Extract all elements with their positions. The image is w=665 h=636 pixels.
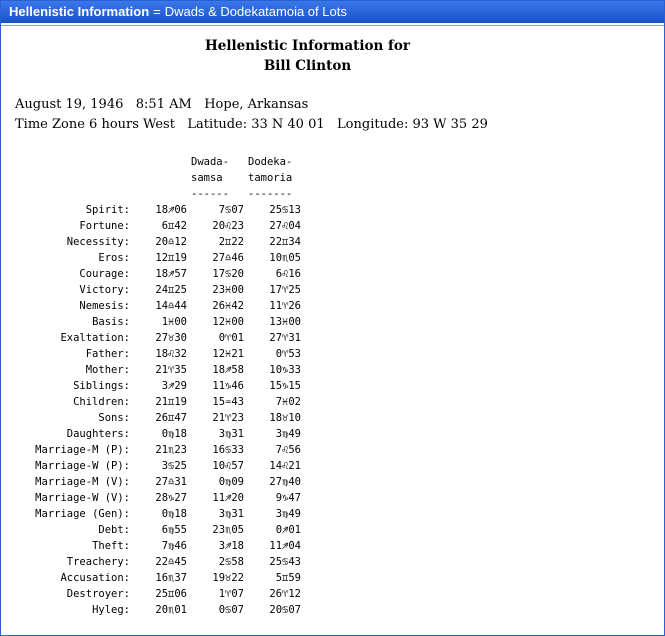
longitude: Longitude: 93 W 35 29 bbox=[337, 117, 488, 132]
lot-name: Hyleg: bbox=[92, 604, 130, 616]
lot-name: Theft: bbox=[92, 540, 130, 552]
lot-position: 6♊42 bbox=[161, 220, 187, 232]
column-header-dodeka: Dodeka- bbox=[248, 156, 293, 168]
dwadasamsa-value: 1♈07 bbox=[218, 588, 244, 600]
title-bar[interactable] bbox=[1, 1, 664, 23]
dodekatamoria-value: 10♏05 bbox=[269, 252, 301, 264]
dwadasamsa-value: 3♐18 bbox=[218, 540, 244, 552]
dodekatamoria-value: 27♌04 bbox=[269, 220, 301, 232]
dodekatamoria-value: 9♑47 bbox=[275, 492, 301, 504]
dodekatamoria-value: 14♌21 bbox=[269, 460, 301, 472]
dodekatamoria-value: 3♍49 bbox=[275, 508, 301, 520]
table-row bbox=[1, 602, 301, 618]
birth-date: August 19, 1946 bbox=[15, 97, 124, 112]
lot-position: 18♐57 bbox=[155, 268, 187, 280]
lot-name: Marriage-M (V): bbox=[35, 476, 130, 488]
dodekatamoria-value: 0♈53 bbox=[275, 348, 301, 360]
dwadasamsa-value: 20♌23 bbox=[212, 220, 244, 232]
table-row bbox=[1, 266, 301, 282]
lot-position: 0♍18 bbox=[161, 508, 187, 520]
table-row bbox=[1, 378, 301, 394]
lot-position: 22♎45 bbox=[155, 556, 187, 568]
lot-position: 21♊19 bbox=[155, 396, 187, 408]
lot-position: 0♍18 bbox=[161, 428, 187, 440]
dwadasamsa-value: 11♑46 bbox=[212, 380, 244, 392]
lot-position: 25♊06 bbox=[155, 588, 187, 600]
dodekatamoria-value: 18♉10 bbox=[269, 412, 301, 424]
table-row bbox=[1, 426, 301, 442]
lot-position: 3♋25 bbox=[161, 460, 187, 472]
table-row bbox=[1, 202, 301, 218]
table-row bbox=[1, 218, 301, 234]
column-header-dwad: Dwada- bbox=[191, 156, 229, 168]
lot-position: 27♉30 bbox=[155, 332, 187, 344]
lot-name: Children: bbox=[73, 396, 130, 408]
dodekatamoria-value: 6♌16 bbox=[275, 268, 301, 280]
lot-position: 24♊25 bbox=[155, 284, 187, 296]
table-row bbox=[1, 282, 301, 298]
lot-name: Father: bbox=[85, 348, 130, 360]
lot-name: Sons: bbox=[98, 412, 130, 424]
dodekatamoria-value: 27♈31 bbox=[269, 332, 301, 344]
lot-name: Marriage-W (V): bbox=[35, 492, 130, 504]
lot-name: Treachery: bbox=[66, 556, 130, 568]
dwadasamsa-value: 11♐20 bbox=[212, 492, 244, 504]
table-row bbox=[1, 250, 301, 266]
table-row bbox=[1, 506, 301, 522]
report-title-line1: Hellenistic Information for bbox=[205, 38, 410, 54]
table-row bbox=[1, 394, 301, 410]
dodekatamoria-value: 7♌56 bbox=[275, 444, 301, 456]
table-row bbox=[1, 346, 301, 362]
dwadasamsa-value: 3♍31 bbox=[218, 508, 244, 520]
lot-position: 16♏37 bbox=[155, 572, 187, 584]
lot-position: 18♌32 bbox=[155, 348, 187, 360]
table-row bbox=[1, 410, 301, 426]
lot-name: Daughters: bbox=[66, 428, 130, 440]
header-spacer bbox=[130, 154, 187, 170]
lot-name: Necessity: bbox=[66, 236, 130, 248]
dwadasamsa-value: 18♐58 bbox=[212, 364, 244, 376]
table-row bbox=[1, 458, 301, 474]
lot-name: Victory: bbox=[79, 284, 130, 296]
lot-name: Debt: bbox=[98, 524, 130, 536]
lot-name: Mother: bbox=[85, 364, 130, 376]
lot-position: 12♊19 bbox=[155, 252, 187, 264]
dwadasamsa-value: 2♋58 bbox=[218, 556, 244, 568]
dodekatamoria-value: 13♓00 bbox=[269, 316, 301, 328]
chart-info bbox=[15, 95, 488, 135]
lot-position: 21♏23 bbox=[155, 444, 187, 456]
lot-name: Courage: bbox=[79, 268, 130, 280]
lot-name: Spirit: bbox=[85, 204, 130, 216]
table-row bbox=[1, 474, 301, 490]
report-area bbox=[1, 25, 664, 635]
birth-place: Hope, Arkansas bbox=[204, 97, 309, 112]
dwadasamsa-value: 2♊22 bbox=[218, 236, 244, 248]
dodekatamoria-value: 27♍40 bbox=[269, 476, 301, 488]
latitude: Latitude: 33 N 40 01 bbox=[187, 117, 325, 132]
table-row bbox=[1, 298, 301, 314]
dodekatamoria-value: 15♑15 bbox=[269, 380, 301, 392]
table-row bbox=[1, 330, 301, 346]
lot-position: 28♑27 bbox=[155, 492, 187, 504]
birth-time: 8:51 AM bbox=[135, 97, 192, 112]
table-row bbox=[1, 234, 301, 250]
dodekatamoria-value: 11♈26 bbox=[269, 300, 301, 312]
dodekatamoria-value: 3♍49 bbox=[275, 428, 301, 440]
dwadasamsa-value: 12♓21 bbox=[212, 348, 244, 360]
table-header-row bbox=[1, 154, 301, 170]
lot-position: 1♓00 bbox=[161, 316, 187, 328]
dodekatamoria-value: 7♓02 bbox=[275, 396, 301, 408]
dwadasamsa-value: 0♈01 bbox=[218, 332, 244, 344]
birth-line bbox=[15, 95, 488, 115]
header-spacer bbox=[1, 186, 130, 202]
table-row bbox=[1, 362, 301, 378]
dodekatamoria-value: 10♑33 bbox=[269, 364, 301, 376]
dodekatamoria-value: 22♊34 bbox=[269, 236, 301, 248]
dwadasamsa-value: 0♍09 bbox=[218, 476, 244, 488]
table-row bbox=[1, 490, 301, 506]
column-header-dwad: ------ bbox=[191, 188, 229, 200]
table-row bbox=[1, 554, 301, 570]
dodekatamoria-value: 26♈12 bbox=[269, 588, 301, 600]
lot-position: 21♈35 bbox=[155, 364, 187, 376]
table-row bbox=[1, 314, 301, 330]
dwadasamsa-value: 21♈23 bbox=[212, 412, 244, 424]
dwadasamsa-value: 16♋33 bbox=[212, 444, 244, 456]
dodekatamoria-value: 0♐01 bbox=[275, 524, 301, 536]
dwadasamsa-value: 23♓00 bbox=[212, 284, 244, 296]
lot-position: 27♎31 bbox=[155, 476, 187, 488]
table-row bbox=[1, 586, 301, 602]
lot-name: Marriage-M (P): bbox=[35, 444, 130, 456]
dwadasamsa-value: 26♓42 bbox=[212, 300, 244, 312]
lot-position: 20♏01 bbox=[155, 604, 187, 616]
lot-name: Eros: bbox=[98, 252, 130, 264]
table-row bbox=[1, 570, 301, 586]
table-header-row bbox=[1, 170, 301, 186]
lot-position: 20♎12 bbox=[155, 236, 187, 248]
lot-name: Exaltation: bbox=[60, 332, 130, 344]
lot-name: Nemesis: bbox=[79, 300, 130, 312]
dwadasamsa-value: 15♒43 bbox=[212, 396, 244, 408]
dodekatamoria-value: 25♋13 bbox=[269, 204, 301, 216]
dwadasamsa-value: 17♋20 bbox=[212, 268, 244, 280]
dwadasamsa-value: 7♋07 bbox=[218, 204, 244, 216]
dwadasamsa-value: 19♉22 bbox=[212, 572, 244, 584]
dodekatamoria-value: 25♋43 bbox=[269, 556, 301, 568]
column-header-dwad: samsa bbox=[191, 172, 223, 184]
dodekatamoria-value: 17♈25 bbox=[269, 284, 301, 296]
lot-position: 18♐06 bbox=[155, 204, 187, 216]
lot-position: 3♐29 bbox=[161, 380, 187, 392]
lot-position: 7♍46 bbox=[161, 540, 187, 552]
timezone: Time Zone 6 hours West bbox=[15, 117, 175, 132]
lot-name: Basis: bbox=[92, 316, 130, 328]
lot-name: Accusation: bbox=[60, 572, 130, 584]
lot-name: Fortune: bbox=[79, 220, 130, 232]
report-title-name: Bill Clinton bbox=[263, 58, 352, 74]
column-header-dodeka: tamoria bbox=[248, 172, 293, 184]
table-row bbox=[1, 522, 301, 538]
dwadasamsa-value: 10♌57 bbox=[212, 460, 244, 472]
lot-name: Marriage-W (P): bbox=[35, 460, 130, 472]
location-line bbox=[15, 115, 488, 135]
lot-name: Siblings: bbox=[73, 380, 130, 392]
dwadasamsa-value: 12♓00 bbox=[212, 316, 244, 328]
dwadasamsa-value: 27♎46 bbox=[212, 252, 244, 264]
dwadasamsa-value: 3♍31 bbox=[218, 428, 244, 440]
column-header-dodeka: ------- bbox=[248, 188, 293, 200]
dwadasamsa-value: 23♏05 bbox=[212, 524, 244, 536]
window-subtitle: Dwads & Dodekatamoia of Lots bbox=[164, 4, 347, 19]
window-app-name: Hellenistic Information bbox=[9, 4, 150, 19]
dwadasamsa-value: 0♋07 bbox=[218, 604, 244, 616]
lots-table bbox=[1, 154, 301, 618]
dodekatamoria-value: 5♊59 bbox=[275, 572, 301, 584]
dodekatamoria-value: 11♐04 bbox=[269, 540, 301, 552]
lot-name: Destroyer: bbox=[66, 588, 130, 600]
lot-position: 14♎44 bbox=[155, 300, 187, 312]
lot-position: 6♍55 bbox=[161, 524, 187, 536]
table-row bbox=[1, 442, 301, 458]
lot-position: 26♊47 bbox=[155, 412, 187, 424]
header-spacer bbox=[130, 170, 187, 186]
title-separator: = bbox=[153, 4, 161, 19]
table-header-row bbox=[1, 186, 301, 202]
header-spacer bbox=[1, 154, 130, 170]
lot-name: Marriage (Gen): bbox=[35, 508, 130, 520]
dodekatamoria-value: 20♋07 bbox=[269, 604, 301, 616]
report-title bbox=[1, 36, 664, 76]
table-row bbox=[1, 538, 301, 554]
header-spacer bbox=[130, 186, 187, 202]
header-spacer bbox=[1, 170, 130, 186]
